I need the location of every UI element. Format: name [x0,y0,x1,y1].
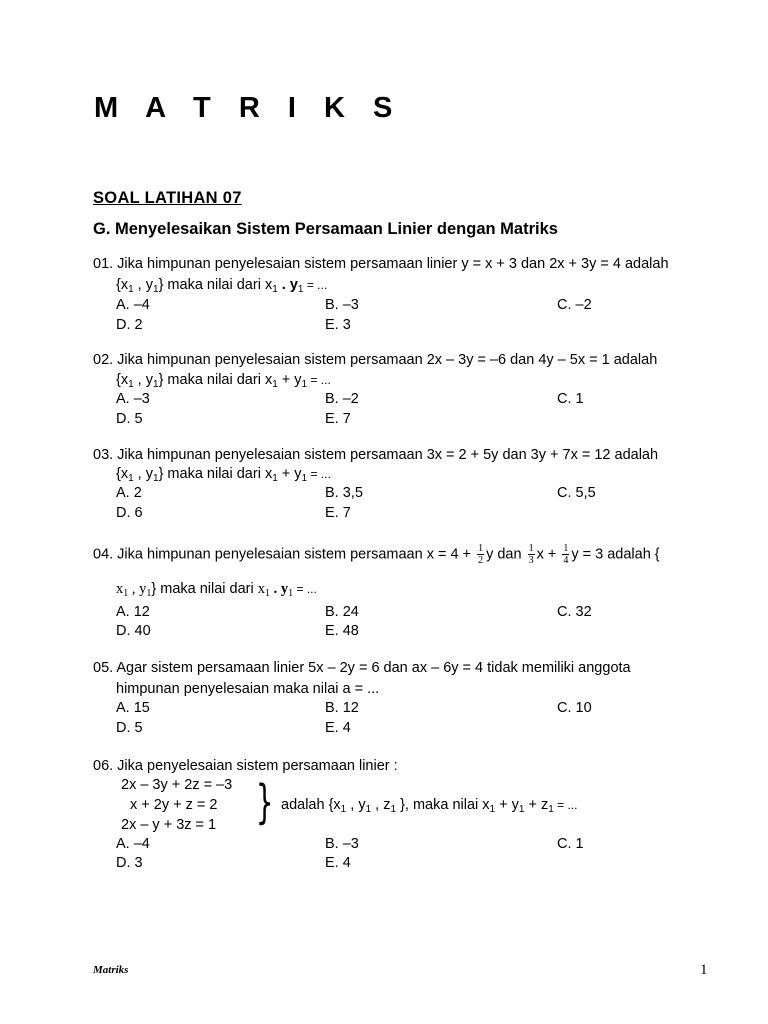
option-d: D. 6 [116,505,143,521]
option-b: B. –2 [325,391,359,407]
question-2-text-line2: {$x_1$ , $y_1$} maka nilai dari $x_1 + y_1$ = ... [116,372,331,390]
footer-title: Matriks [93,964,129,976]
option-c: C. 1 [557,391,584,407]
question-3-text: 03. Jika himpunan penyelesaian sistem persamaan 3x = 2 + 5y dan 3y + 7x = 12 adalah [93,447,659,463]
option-a: A. –4 [116,297,150,313]
fraction-one-half: $\frac{1}{2}$ [478,543,484,566]
option-e: E. 3 [325,317,351,333]
page-number: 1 [700,962,708,978]
option-e: E. 7 [325,505,351,521]
question-6-text: 06. Jika penyelesaian sistem persamaan linier : [93,758,398,774]
option-d: D. 5 [116,411,143,427]
option-c: C. 10 [557,700,592,716]
option-c: C. 5,5 [557,485,596,501]
option-e: E. 48 [325,623,359,639]
equation-3: 2x – y + 3z = 1 [121,817,217,833]
option-b: B. –3 [325,836,359,852]
option-b: B. –3 [325,297,359,313]
section-heading: G. Menyelesaikan Sistem Persamaan Linier dengan Matriks [93,220,558,238]
option-a: A. 12 [116,604,150,620]
option-e: E. 4 [325,855,351,871]
question-5-text: 05. Agar sistem persamaan linier 5x – 2y = 6 dan ax – 6y = 4 tidak memiliki anggota [93,660,631,676]
exercise-heading: SOAL LATIHAN 07 [93,189,242,207]
question-1-text: 01. Jika himpunan penyelesaian sistem persamaan linier y = x + 3 dan 2x + 3y = 4 adalah [93,256,669,272]
option-d: D. 3 [116,855,143,871]
question-2-text: 02. Jika himpunan penyelesaian sistem persamaan 2x – 3y = –6 dan 4y – 5x = 1 adalah [93,352,658,368]
equation-2: x + 2y + z = 2 [130,797,218,813]
page-title: M A T R I K S [94,92,403,124]
question-1-text-line2: {$x_1$ , $y_1$} maka nilai dari $x_1$ . $y_1$ = ... [116,277,328,295]
question-5-text-line2: himpunan penyelesaian maka nilai a = ... [116,681,380,697]
option-d: D. 40 [116,623,151,639]
question-4-text-line2: $x_1$ , $y_1$} maka nilai dari $x_1$ . $y_1$ = ... [116,581,317,599]
option-c: C. 32 [557,604,592,620]
option-c: C. 1 [557,836,584,852]
question-6-text-right: adalah {$x_1$ , $y_1$ , $z_1$ }, maka nilai $x_1 + y_1 + z_1$ = ... [281,797,578,815]
option-d: D. 5 [116,720,143,736]
fraction-one-quarter: $\frac{1}{4}$ [563,543,569,566]
option-a: A. –4 [116,836,150,852]
option-a: A. 15 [116,700,150,716]
question-4-text: 04. Jika himpunan penyelesaian sistem persamaan x = 4 + $\frac{1}{2}$ y dan $\frac{1}{3}$ x + $\frac{1}{4}$ y = 3 adalah { [93,543,660,566]
equation-1: 2x – 3y + 2z = –3 [121,777,233,793]
option-b: B. 24 [325,604,359,620]
brace: } [255,775,274,829]
option-b: B. 3,5 [325,485,363,501]
question-3-text-line2: {$x_1$ , $y_1$} maka nilai dari $x_1 + y_1$ = ... [116,466,331,484]
option-d: D. 2 [116,317,143,333]
option-c: C. –2 [557,297,592,313]
fraction-one-third: $\frac{1}{3}$ [528,543,534,566]
option-b: B. 12 [325,700,359,716]
option-e: E. 7 [325,411,351,427]
option-a: A. –3 [116,391,150,407]
option-a: A. 2 [116,485,142,501]
option-e: E. 4 [325,720,351,736]
